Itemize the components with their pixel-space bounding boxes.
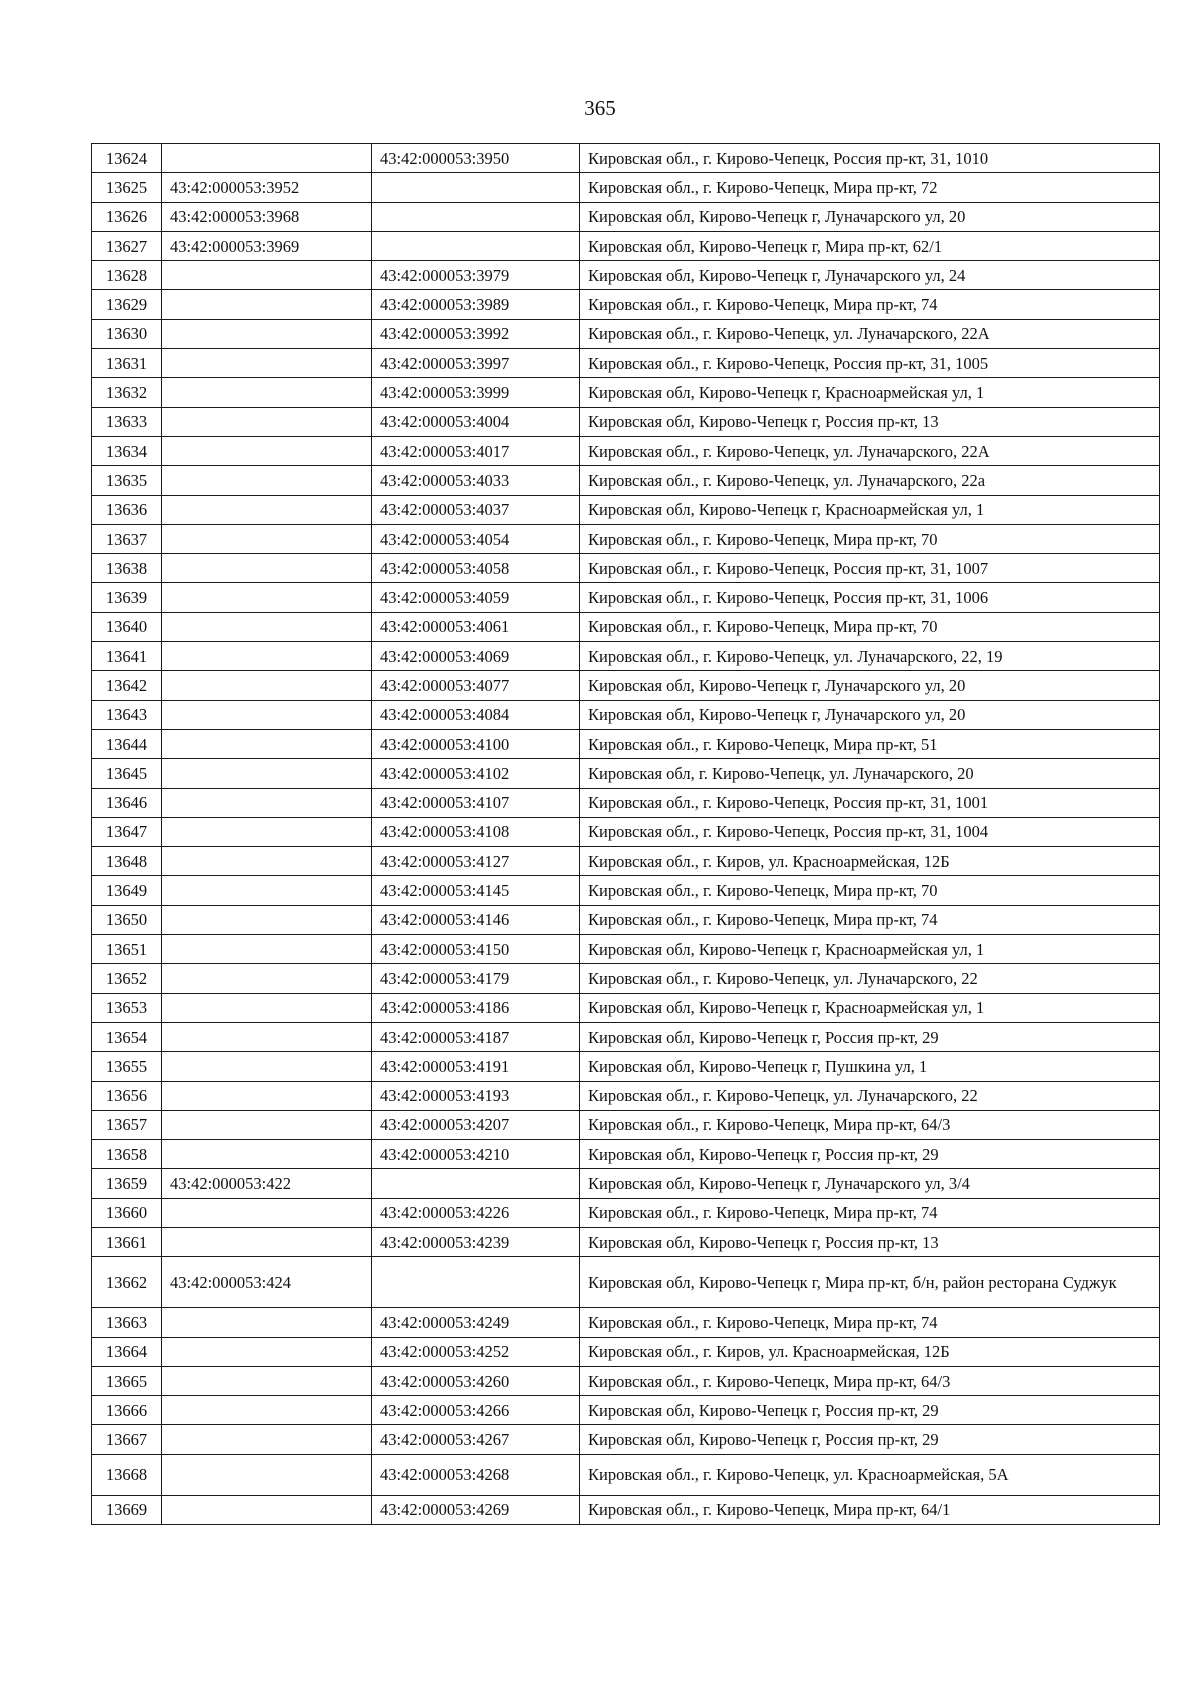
cadastral-number-alt-cell [372, 173, 580, 202]
cadastral-number-cell [162, 436, 372, 465]
row-number-cell: 13648 [92, 847, 162, 876]
cadastral-number-alt-cell: 43:42:000053:4226 [372, 1198, 580, 1227]
cadastral-number-cell [162, 466, 372, 495]
cadastral-number-alt-cell: 43:42:000053:4061 [372, 612, 580, 641]
address-cell: Кировская обл, Кирово-Чепецк г, Мира пр-кт, 62/1 [580, 231, 1160, 260]
page-number: 365 [584, 96, 616, 120]
address-cell: Кировская обл., г. Киров, ул. Красноармейская, 12Б [580, 1337, 1160, 1366]
table-row [92, 261, 1160, 290]
table-row [92, 1227, 1160, 1256]
table-row [92, 935, 1160, 964]
row-number-cell: 13635 [92, 466, 162, 495]
table-row [92, 1198, 1160, 1227]
address-cell: Кировская обл, Кирово-Чепецк г, Россия пр-кт, 29 [580, 1396, 1160, 1425]
registry-table [91, 143, 1160, 1525]
address-cell: Кировская обл., г. Кирово-Чепецк, ул. Луначарского, 22, 19 [580, 642, 1160, 671]
cadastral-number-alt-cell: 43:42:000053:4107 [372, 788, 580, 817]
cadastral-number-alt-cell: 43:42:000053:4146 [372, 905, 580, 934]
cadastral-number-alt-cell: 43:42:000053:4252 [372, 1337, 580, 1366]
cadastral-number-cell [162, 1227, 372, 1256]
table-row [92, 173, 1160, 202]
cadastral-number-alt-cell: 43:42:000053:4210 [372, 1140, 580, 1169]
cadastral-number-cell [162, 1495, 372, 1524]
address-cell: Кировская обл., г. Кирово-Чепецк, ул. Красноармейская, 5А [580, 1454, 1160, 1495]
row-number-cell: 13649 [92, 876, 162, 905]
table-row [92, 964, 1160, 993]
cadastral-number-cell: 43:42:000053:3968 [162, 202, 372, 231]
table-row [92, 817, 1160, 846]
cadastral-number-alt-cell: 43:42:000053:4267 [372, 1425, 580, 1454]
cadastral-number-cell [162, 1396, 372, 1425]
address-cell: Кировская обл, Кирово-Чепецк г, Красноармейская ул, 1 [580, 495, 1160, 524]
cadastral-number-alt-cell: 43:42:000053:4239 [372, 1227, 580, 1256]
cadastral-number-alt-cell: 43:42:000053:4249 [372, 1308, 580, 1337]
row-number-cell: 13661 [92, 1227, 162, 1256]
table-row [92, 700, 1160, 729]
table-row [92, 1257, 1160, 1308]
cadastral-number-alt-cell: 43:42:000053:3999 [372, 378, 580, 407]
cadastral-number-cell [162, 378, 372, 407]
row-number-cell: 13639 [92, 583, 162, 612]
row-number-cell: 13659 [92, 1169, 162, 1198]
address-cell: Кировская обл., г. Кирово-Чепецк, Мира пр-кт, 74 [580, 290, 1160, 319]
table-row [92, 729, 1160, 758]
table-row [92, 1140, 1160, 1169]
cadastral-number-alt-cell: 43:42:000053:4058 [372, 554, 580, 583]
cadastral-number-cell [162, 524, 372, 553]
address-cell: Кировская обл., г. Кирово-Чепецк, Россия пр-кт, 31, 1001 [580, 788, 1160, 817]
cadastral-number-alt-cell: 43:42:000053:3997 [372, 349, 580, 378]
address-cell: Кировская обл, Кирово-Чепецк г, Россия пр-кт, 13 [580, 1227, 1160, 1256]
address-cell: Кировская обл., г. Кирово-Чепецк, Мира пр-кт, 51 [580, 729, 1160, 758]
row-number-cell: 13630 [92, 319, 162, 348]
cadastral-number-alt-cell: 43:42:000053:4187 [372, 1022, 580, 1051]
address-cell: Кировская обл, Кирово-Чепецк г, Луначарского ул, 20 [580, 202, 1160, 231]
cadastral-number-alt-cell: 43:42:000053:4266 [372, 1396, 580, 1425]
address-cell: Кировская обл., г. Кирово-Чепецк, ул. Луначарского, 22А [580, 436, 1160, 465]
address-cell: Кировская обл., г. Кирово-Чепецк, Мира пр-кт, 74 [580, 905, 1160, 934]
address-cell: Кировская обл., г. Кирово-Чепецк, ул. Луначарского, 22 [580, 1081, 1160, 1110]
row-number-cell: 13666 [92, 1396, 162, 1425]
table-row [92, 319, 1160, 348]
row-number-cell: 13628 [92, 261, 162, 290]
address-cell: Кировская обл, Кирово-Чепецк г, Мира пр-кт, б/н, район ресторана Суджук [580, 1257, 1160, 1308]
row-number-cell: 13636 [92, 495, 162, 524]
address-cell: Кировская обл., г. Кирово-Чепецк, Россия пр-кт, 31, 1007 [580, 554, 1160, 583]
cadastral-number-cell [162, 964, 372, 993]
cadastral-number-alt-cell: 43:42:000053:4033 [372, 466, 580, 495]
row-number-cell: 13664 [92, 1337, 162, 1366]
cadastral-number-alt-cell: 43:42:000053:4207 [372, 1110, 580, 1139]
address-cell: Кировская обл, Кирово-Чепецк г, Луначарского ул, 20 [580, 671, 1160, 700]
cadastral-number-alt-cell [372, 1257, 580, 1308]
cadastral-number-alt-cell: 43:42:000053:4069 [372, 642, 580, 671]
address-cell: Кировская обл., г. Кирово-Чепецк, Мира пр-кт, 72 [580, 173, 1160, 202]
row-number-cell: 13627 [92, 231, 162, 260]
cadastral-number-cell [162, 1140, 372, 1169]
row-number-cell: 13662 [92, 1257, 162, 1308]
cadastral-number-cell: 43:42:000053:424 [162, 1257, 372, 1308]
row-number-cell: 13633 [92, 407, 162, 436]
cadastral-number-cell [162, 583, 372, 612]
table-row [92, 524, 1160, 553]
cadastral-number-cell [162, 759, 372, 788]
row-number-cell: 13669 [92, 1495, 162, 1524]
row-number-cell: 13646 [92, 788, 162, 817]
table-row [92, 612, 1160, 641]
cadastral-number-alt-cell: 43:42:000053:4077 [372, 671, 580, 700]
cadastral-number-alt-cell: 43:42:000053:4260 [372, 1366, 580, 1395]
row-number-cell: 13657 [92, 1110, 162, 1139]
address-cell: Кировская обл, Кирово-Чепецк г, Луначарского ул, 24 [580, 261, 1160, 290]
address-cell: Кировская обл., г. Кирово-Чепецк, ул. Луначарского, 22 [580, 964, 1160, 993]
row-number-cell: 13653 [92, 993, 162, 1022]
row-number-cell: 13652 [92, 964, 162, 993]
table-row [92, 1169, 1160, 1198]
table-row [92, 1337, 1160, 1366]
row-number-cell: 13655 [92, 1052, 162, 1081]
address-cell: Кировская обл., г. Кирово-Чепецк, Мира пр-кт, 74 [580, 1308, 1160, 1337]
cadastral-number-cell [162, 1198, 372, 1227]
cadastral-number-cell [162, 1110, 372, 1139]
address-cell: Кировская обл, Кирово-Чепецк г, Красноармейская ул, 1 [580, 935, 1160, 964]
address-cell: Кировская обл., г. Кирово-Чепецк, Россия пр-кт, 31, 1005 [580, 349, 1160, 378]
cadastral-number-cell [162, 788, 372, 817]
row-number-cell: 13640 [92, 612, 162, 641]
row-number-cell: 13626 [92, 202, 162, 231]
address-cell: Кировская обл., г. Кирово-Чепецк, Россия пр-кт, 31, 1010 [580, 144, 1160, 173]
cadastral-number-cell [162, 319, 372, 348]
row-number-cell: 13644 [92, 729, 162, 758]
cadastral-number-alt-cell: 43:42:000053:4054 [372, 524, 580, 553]
cadastral-number-cell [162, 700, 372, 729]
cadastral-number-cell [162, 144, 372, 173]
cadastral-number-alt-cell: 43:42:000053:4102 [372, 759, 580, 788]
address-cell: Кировская обл, Кирово-Чепецк г, Россия пр-кт, 29 [580, 1022, 1160, 1051]
table-row [92, 378, 1160, 407]
table-row [92, 231, 1160, 260]
cadastral-number-cell [162, 612, 372, 641]
row-number-cell: 13651 [92, 935, 162, 964]
row-number-cell: 13634 [92, 436, 162, 465]
address-cell: Кировская обл., г. Кирово-Чепецк, Мира пр-кт, 70 [580, 612, 1160, 641]
cadastral-number-cell [162, 905, 372, 934]
address-cell: Кировская обл., г. Кирово-Чепецк, ул. Луначарского, 22А [580, 319, 1160, 348]
cadastral-number-cell: 43:42:000053:3952 [162, 173, 372, 202]
cadastral-number-cell [162, 1081, 372, 1110]
cadastral-number-alt-cell [372, 202, 580, 231]
table-row [92, 1366, 1160, 1395]
cadastral-number-cell [162, 876, 372, 905]
address-cell: Кировская обл, Кирово-Чепецк г, Луначарского ул, 20 [580, 700, 1160, 729]
address-cell: Кировская обл., г. Киров, ул. Красноармейская, 12Б [580, 847, 1160, 876]
address-cell: Кировская обл, Кирово-Чепецк г, Луначарского ул, 3/4 [580, 1169, 1160, 1198]
address-cell: Кировская обл, Кирово-Чепецк г, Красноармейская ул, 1 [580, 993, 1160, 1022]
row-number-cell: 13641 [92, 642, 162, 671]
address-cell: Кировская обл., г. Кирово-Чепецк, Мира пр-кт, 70 [580, 524, 1160, 553]
cadastral-number-alt-cell: 43:42:000053:4127 [372, 847, 580, 876]
table-row [92, 407, 1160, 436]
cadastral-number-cell [162, 261, 372, 290]
table-row [92, 1110, 1160, 1139]
cadastral-number-cell [162, 1022, 372, 1051]
row-number-cell: 13645 [92, 759, 162, 788]
cadastral-number-cell [162, 642, 372, 671]
cadastral-number-alt-cell: 43:42:000053:4037 [372, 495, 580, 524]
table-row [92, 788, 1160, 817]
cadastral-number-alt-cell [372, 1169, 580, 1198]
table-row [92, 847, 1160, 876]
row-number-cell: 13625 [92, 173, 162, 202]
table-row [92, 554, 1160, 583]
table-row [92, 290, 1160, 319]
table-row [92, 1454, 1160, 1495]
cadastral-number-cell [162, 817, 372, 846]
table-row [92, 1425, 1160, 1454]
table-row [92, 876, 1160, 905]
table-row [92, 1396, 1160, 1425]
address-cell: Кировская обл., г. Кирово-Чепецк, Россия пр-кт, 31, 1004 [580, 817, 1160, 846]
cadastral-number-alt-cell: 43:42:000053:4193 [372, 1081, 580, 1110]
address-cell: Кировская обл, Кирово-Чепецк г, Красноармейская ул, 1 [580, 378, 1160, 407]
cadastral-number-alt-cell: 43:42:000053:4186 [372, 993, 580, 1022]
address-cell: Кировская обл., г. Кирово-Чепецк, ул. Луначарского, 22а [580, 466, 1160, 495]
cadastral-number-alt-cell: 43:42:000053:3979 [372, 261, 580, 290]
table-row [92, 144, 1160, 173]
table-row [92, 642, 1160, 671]
address-cell: Кировская обл., г. Кирово-Чепецк, Мира пр-кт, 64/3 [580, 1366, 1160, 1395]
cadastral-number-cell [162, 554, 372, 583]
address-cell: Кировская обл, Кирово-Чепецк г, Пушкина ул, 1 [580, 1052, 1160, 1081]
address-cell: Кировская обл, Кирово-Чепецк г, Россия пр-кт, 29 [580, 1140, 1160, 1169]
address-cell: Кировская обл., г. Кирово-Чепецк, Россия пр-кт, 31, 1006 [580, 583, 1160, 612]
cadastral-number-cell [162, 993, 372, 1022]
cadastral-number-cell: 43:42:000053:3969 [162, 231, 372, 260]
cadastral-number-alt-cell: 43:42:000053:4108 [372, 817, 580, 846]
row-number-cell: 13642 [92, 671, 162, 700]
row-number-cell: 13629 [92, 290, 162, 319]
address-cell: Кировская обл, Кирово-Чепецк г, Россия пр-кт, 13 [580, 407, 1160, 436]
address-cell: Кировская обл., г. Кирово-Чепецк, Мира пр-кт, 64/1 [580, 1495, 1160, 1524]
cadastral-number-alt-cell: 43:42:000053:4268 [372, 1454, 580, 1495]
cadastral-number-alt-cell: 43:42:000053:3989 [372, 290, 580, 319]
cadastral-number-cell [162, 1308, 372, 1337]
cadastral-number-cell [162, 935, 372, 964]
address-cell: Кировская обл, г. Кирово-Чепецк, ул. Луначарского, 20 [580, 759, 1160, 788]
table-row [92, 1308, 1160, 1337]
row-number-cell: 13632 [92, 378, 162, 407]
cadastral-number-alt-cell: 43:42:000053:3950 [372, 144, 580, 173]
cadastral-number-cell [162, 1425, 372, 1454]
cadastral-number-alt-cell: 43:42:000053:4004 [372, 407, 580, 436]
registry-table-body [92, 144, 1160, 1525]
cadastral-number-cell [162, 1454, 372, 1495]
table-row [92, 495, 1160, 524]
cadastral-number-cell [162, 349, 372, 378]
row-number-cell: 13647 [92, 817, 162, 846]
cadastral-number-cell [162, 290, 372, 319]
cadastral-number-cell [162, 729, 372, 758]
table-row [92, 349, 1160, 378]
row-number-cell: 13668 [92, 1454, 162, 1495]
cadastral-number-alt-cell: 43:42:000053:4017 [372, 436, 580, 465]
row-number-cell: 13667 [92, 1425, 162, 1454]
address-cell: Кировская обл., г. Кирово-Чепецк, Мира пр-кт, 70 [580, 876, 1160, 905]
table-row [92, 1495, 1160, 1524]
table-row [92, 1081, 1160, 1110]
row-number-cell: 13624 [92, 144, 162, 173]
row-number-cell: 13663 [92, 1308, 162, 1337]
cadastral-number-cell [162, 671, 372, 700]
cadastral-number-cell [162, 1337, 372, 1366]
cadastral-number-alt-cell [372, 231, 580, 260]
row-number-cell: 13650 [92, 905, 162, 934]
cadastral-number-cell [162, 847, 372, 876]
table-row [92, 671, 1160, 700]
table-row [92, 759, 1160, 788]
cadastral-number-cell [162, 407, 372, 436]
cadastral-number-cell: 43:42:000053:422 [162, 1169, 372, 1198]
table-row [92, 1022, 1160, 1051]
row-number-cell: 13665 [92, 1366, 162, 1395]
table-row [92, 436, 1160, 465]
cadastral-number-cell [162, 1366, 372, 1395]
cadastral-number-alt-cell: 43:42:000053:4084 [372, 700, 580, 729]
cadastral-number-alt-cell: 43:42:000053:4150 [372, 935, 580, 964]
cadastral-number-alt-cell: 43:42:000053:4100 [372, 729, 580, 758]
cadastral-number-alt-cell: 43:42:000053:4191 [372, 1052, 580, 1081]
cadastral-number-cell [162, 1052, 372, 1081]
cadastral-number-cell [162, 495, 372, 524]
table-row [92, 583, 1160, 612]
row-number-cell: 13654 [92, 1022, 162, 1051]
table-row [92, 993, 1160, 1022]
row-number-cell: 13656 [92, 1081, 162, 1110]
cadastral-number-alt-cell: 43:42:000053:4145 [372, 876, 580, 905]
address-cell: Кировская обл., г. Кирово-Чепецк, Мира пр-кт, 74 [580, 1198, 1160, 1227]
cadastral-number-alt-cell: 43:42:000053:4059 [372, 583, 580, 612]
row-number-cell: 13660 [92, 1198, 162, 1227]
cadastral-number-alt-cell: 43:42:000053:3992 [372, 319, 580, 348]
cadastral-number-alt-cell: 43:42:000053:4269 [372, 1495, 580, 1524]
row-number-cell: 13637 [92, 524, 162, 553]
row-number-cell: 13658 [92, 1140, 162, 1169]
address-cell: Кировская обл., г. Кирово-Чепецк, Мира пр-кт, 64/3 [580, 1110, 1160, 1139]
row-number-cell: 13643 [92, 700, 162, 729]
row-number-cell: 13631 [92, 349, 162, 378]
address-cell: Кировская обл, Кирово-Чепецк г, Россия пр-кт, 29 [580, 1425, 1160, 1454]
table-row [92, 1052, 1160, 1081]
row-number-cell: 13638 [92, 554, 162, 583]
table-row [92, 202, 1160, 231]
table-row [92, 466, 1160, 495]
table-row [92, 905, 1160, 934]
cadastral-number-alt-cell: 43:42:000053:4179 [372, 964, 580, 993]
